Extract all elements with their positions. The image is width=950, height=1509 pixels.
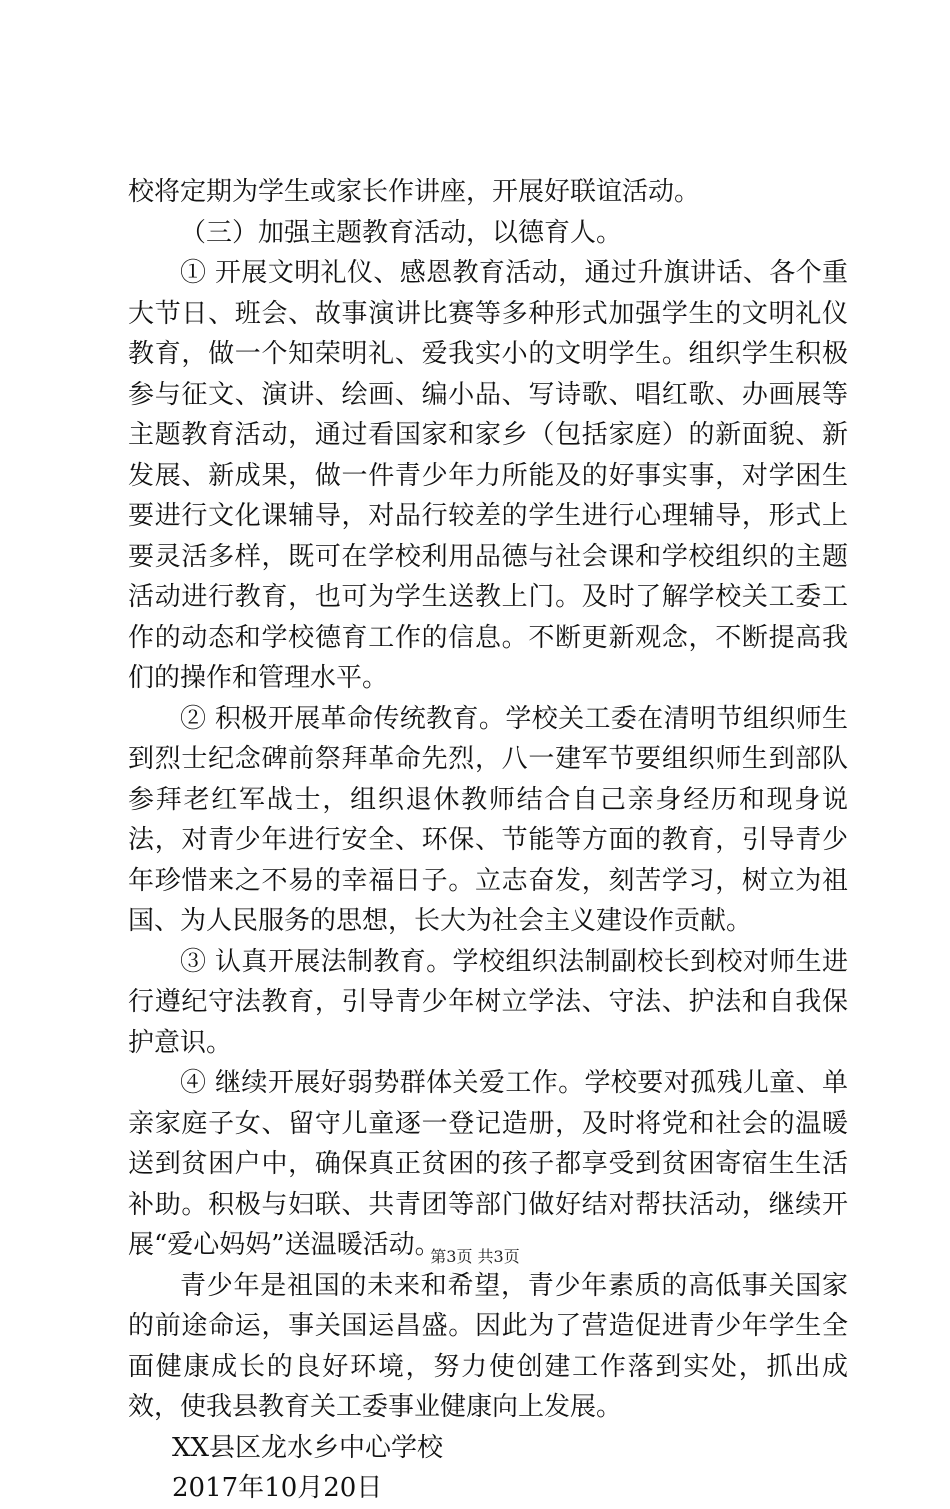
paragraph-item-3: ③ 认真开展法制教育。学校组织法制副校长到校对师生进行遵纪守法教育，引导青少年树立学法、守法、护法和自我保护意识。 [128, 946, 848, 1058]
paragraph-continuation: 校将定期为学生或家长作讲座，开展好联谊活动。 [128, 177, 701, 207]
signature-date: 2017年10月20日 [172, 1473, 383, 1503]
document-body [128, 172, 848, 1509]
paragraph-conclusion: 青少年是祖国的未来和希望，青少年素质的高低事关国家的前途命运，事关国运昌盛。因此为了营造促进青少年学生全面健康成长的良好环境，努力使创建工作落到实处，抓出成效，使我县教育关工委事业健康向上发展。 [128, 1270, 848, 1422]
paragraph-item-1: ① 开展文明礼仪、感恩教育活动，通过升旗讲话、各个重大节日、班会、故事演讲比赛等多种形式加强学生的文明礼仪教育，做一个知荣明礼、爱我实小的文明学生。组织学生积极参与征文、演讲、绘画、编小品、写诗歌、唱红歌、办画展等主题教育活动，通过看国家和家乡（包括家庭）的新面貌、新发展、新成果，做一件青少年力所能及的好事实事，对学困生要进行文化课辅导，对品行较差的学生进行心理辅导，形式上要灵活多样，既可在学校利用品德与社会课和学校组织的主题活动进行教育，也可为学生送教上门。及时了解学校关工委工作的动态和学校德育工作的信息。不断更新观念，不断提高我们的操作和管理水平。 [128, 258, 848, 693]
paragraph-item-2: ② 积极开展革命传统教育。学校关工委在清明节组织师生到烈士纪念碑前祭拜革命先烈，八一建军节要组织师生到部队参拜老红军战士，组织退休教师结合自己亲身经历和现身说法，对青少年进行安全、环保、节能等方面的教育，引导青少年珍惜来之不易的幸福日子。立志奋发，刻苦学习，树立为祖国、为人民服务的思想，长大为社会主义建设作贡献。 [128, 703, 848, 936]
section-heading: （三）加强主题教育活动，以德育人。 [180, 217, 623, 248]
paragraph-item-4: ④ 继续开展好弱势群体关爱工作。学校要对孤残儿童、单亲家庭子女、留守儿童逐一登记造册，及时将党和社会的温暖送到贫困户中，确保真正贫困的孩子都享受到贫困寄宿生生活补助。积极与妇联、共青团等部门做好结对帮扶活动，继续开展“爱心妈妈”送温暖活动。 [128, 1068, 848, 1260]
signature-organization: XX县区龙水乡中心学校 [172, 1432, 444, 1463]
page-footer: 第3页 共3页 [430, 1247, 520, 1266]
